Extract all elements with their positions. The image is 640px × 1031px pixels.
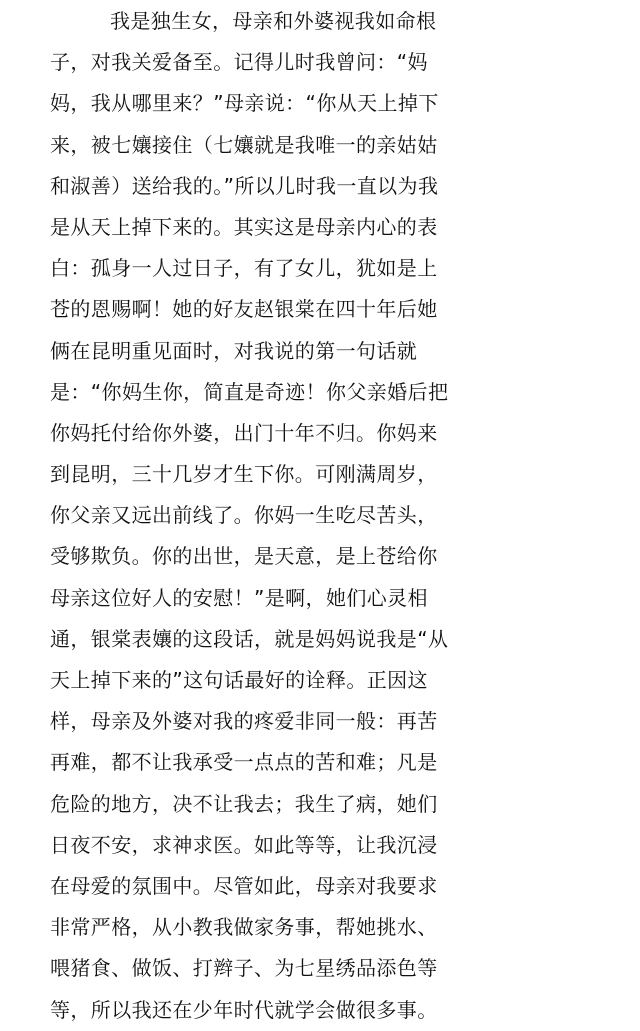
text-line: 苍的恩赐啊！她的好友赵银棠在四十年后她: [50, 297, 438, 322]
text-line: 是：“你妈生你，简直是奇迹！你父亲婚后把: [50, 379, 449, 404]
text-line: 母亲这位好人的安慰！”是啊，她们心灵相: [50, 585, 428, 610]
text-line: 非常严格，从小教我做家务事，帮她挑水、: [50, 915, 438, 940]
text-line: 和淑善）送给我的。”所以儿时我一直以为我: [50, 173, 439, 198]
text-line: 等，所以我还在少年时代就学会做很多事。: [50, 997, 438, 1022]
text-line: 你妈托付给你外婆，出门十年不归。你妈来: [50, 420, 438, 445]
text-line: 俩在昆明重见面时，对我说的第一句话就: [50, 338, 418, 363]
text-line: 白：孤身一人过日子，有了女儿，犹如是上: [50, 256, 438, 281]
text-line: 子，对我关爱备至。记得儿时我曾问：“妈: [50, 50, 428, 75]
text-line: 来，被七孃接住（七孃就是我唯一的亲姑姑: [50, 132, 438, 157]
text-line: 再难，都不让我承受一点点的苦和难；凡是: [50, 750, 438, 775]
text-line: 你父亲又远出前线了。你妈一生吃尽苦头，: [50, 503, 438, 528]
text-line: 样，母亲及外婆对我的疼爱非同一般：再苦: [50, 709, 438, 734]
text-line: 天上掉下来的”这句话最好的诠释。正因这: [50, 668, 428, 692]
text-line: 到昆明，三十几岁才生下你。可刚满周岁，: [50, 462, 438, 487]
paragraph: [50, 1, 640, 1031]
text-line: 妈，我从哪里来？”母亲说：“你从天上掉下: [50, 91, 439, 116]
text-line: 危险的地方，决不让我去；我生了病，她们: [50, 791, 438, 816]
text-line: 是从天上掉下来的。其实这是母亲内心的表: [50, 214, 438, 239]
text-line: 喂猪食、做饭、打辫子、为七星绣品添色等: [50, 956, 438, 981]
text-line: 通，银棠表孃的这段话，就是妈妈说我是“从: [50, 626, 449, 651]
text-line: 日夜不安，求神求医。如此等等，让我沉浸: [50, 832, 438, 857]
text-line: 受够欺负。你的出世，是天意，是上苍给你: [50, 544, 438, 569]
text-line: 我是独生女，母亲和外婆视我如命根: [110, 9, 437, 33]
text-line: 在母爱的氛围中。尽管如此，母亲对我要求: [50, 873, 438, 898]
